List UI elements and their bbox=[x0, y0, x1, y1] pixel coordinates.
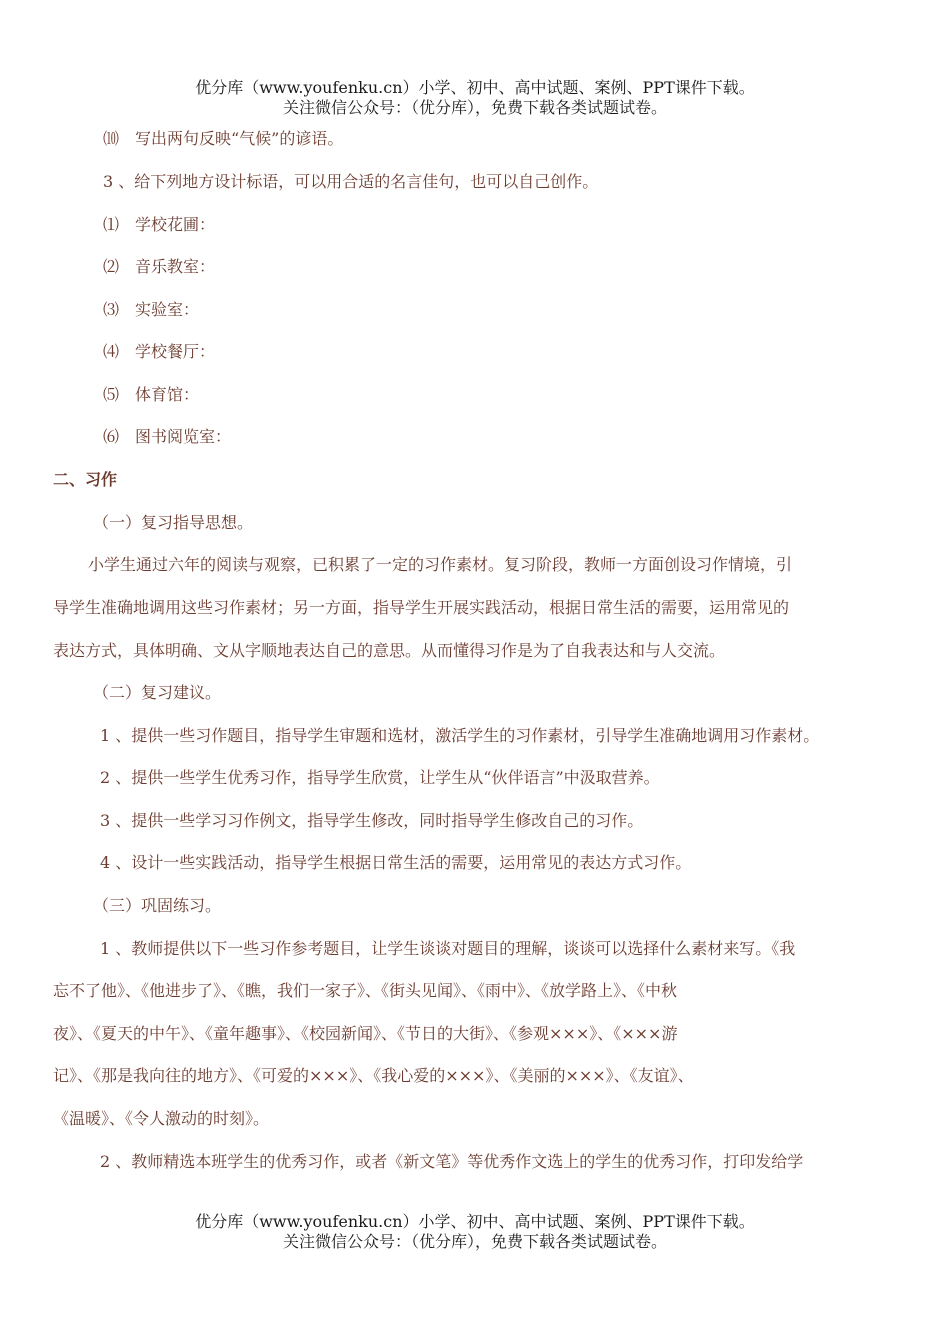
task-3: 3 、给下列地方设计标语，可以用合适的名言佳句，也可以自己创作。 bbox=[103, 172, 599, 191]
slogan-item: ⑵ 音乐教室： bbox=[103, 257, 216, 276]
paragraph-line: 表达方式，具体明确、文从字顺地表达自己的意思。从而懂得习作是为了自我表达和与人交流。 bbox=[53, 641, 726, 660]
page-header bbox=[0, 78, 950, 118]
practice-line: 《温暖》、《令人激动的时刻》。 bbox=[53, 1109, 270, 1128]
practice-line: 忘不了他》、《他进步了》、《瞧，我们一家子》、《街头见闻》、《雨中》、《放学路上》、《中秋 bbox=[53, 981, 678, 1000]
suggestion-item: 4 、设计一些实践活动，指导学生根据日常生活的需要，运用常见的表达方式习作。 bbox=[100, 853, 692, 872]
paragraph-line: 导学生准确地调用这些习作素材；另一方面，指导学生开展实践活动，根据日常生活的需要，运用常见的 bbox=[53, 598, 790, 617]
practice-line: 夜》、《夏天的中午》、《童年趣事》、《校园新闻》、《节日的大街》、《参观×××》、《×××游 bbox=[53, 1024, 678, 1043]
footer-line-1: 优分库（www.youfenku.cn）小学、初中、高中试题、案例、PPT课件下载。 bbox=[195, 1212, 755, 1231]
suggestion-item: 2 、提供一些学生优秀习作，指导学生欣赏，让学生从“伙伴语言”中汲取营养。 bbox=[100, 768, 660, 787]
slogan-item: ⑴ 学校花圃： bbox=[103, 215, 216, 234]
practice-line: 1 、教师提供以下一些习作参考题目，让学生谈谈对题目的理解，谈谈可以选择什么素材来写。《我 bbox=[100, 939, 796, 958]
slogan-item: ⑶ 实验室： bbox=[103, 300, 200, 319]
suggestion-item: 1 、提供一些习作题目，指导学生审题和选材，激活学生的习作素材，引导学生准确地调用习作素材。 bbox=[100, 726, 820, 745]
slogan-item: ⑸ 体育馆： bbox=[103, 385, 200, 404]
subsection-1-title: （一）复习指导思想。 bbox=[93, 513, 254, 532]
paragraph-line: 小学生通过六年的阅读与观察，已积累了一定的习作素材。复习阶段，教师一方面创设习作情境，引 bbox=[88, 555, 793, 574]
footer-line-2: 关注微信公众号：（优分库），免费下载各类试题试卷。 bbox=[282, 1232, 667, 1251]
section-2-title: 二、习作 bbox=[53, 470, 118, 489]
practice-2-line: 2 、教师精选本班学生的优秀习作，或者《新文笔》等优秀作文选上的学生的优秀习作，打印发给学 bbox=[100, 1152, 804, 1171]
question-10: ⑽ 写出两句反映“气候”的谚语。 bbox=[103, 129, 344, 148]
subsection-2-title: （二）复习建议。 bbox=[93, 683, 222, 702]
slogan-item: ⑹ 图书阅览室： bbox=[103, 427, 232, 446]
suggestion-item: 3 、提供一些学习习作例文，指导学生修改，同时指导学生修改自己的习作。 bbox=[100, 811, 644, 830]
header-line-1: 优分库（www.youfenku.cn）小学、初中、高中试题、案例、PPT课件下载。 bbox=[195, 78, 755, 97]
header-line-2: 关注微信公众号：（优分库），免费下载各类试题试卷。 bbox=[282, 98, 667, 117]
subsection-3-title: （三）巩固练习。 bbox=[93, 896, 222, 915]
slogan-item: ⑷ 学校餐厅： bbox=[103, 342, 216, 361]
page-footer bbox=[0, 1212, 950, 1252]
practice-line: 记》、《那是我向往的地方》、《可爱的×××》、《我心爱的×××》、《美丽的×××》、《友谊》、 bbox=[53, 1066, 694, 1085]
